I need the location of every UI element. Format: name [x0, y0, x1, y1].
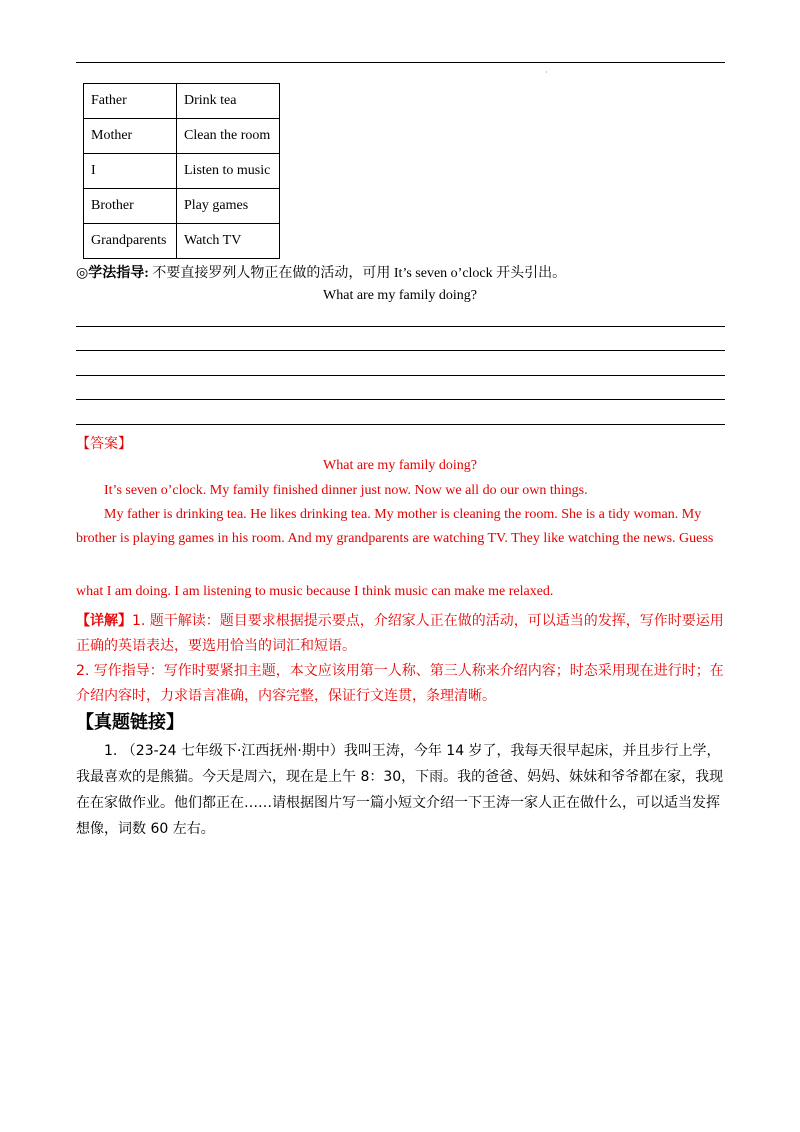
person-cell: I — [84, 154, 177, 189]
table-row — [84, 84, 280, 119]
detail-line: 介绍内容时，力求语言准确，内容完整，保证行文连贯，条理清晰。 — [76, 688, 496, 704]
table-row — [84, 224, 280, 259]
answer-tag: 【答案】 — [76, 436, 132, 452]
detail-tag: 【详解】 — [76, 613, 132, 629]
table-row — [84, 154, 280, 189]
detail-line: 正确的英语表达，要选用恰当的词汇和短语。 — [76, 638, 356, 654]
activity-cell: Play games — [177, 189, 280, 224]
answer-line: what I am doing. I am listening to music because I think music can make me relaxed. — [76, 584, 554, 599]
activity-cell: Drink tea — [177, 84, 280, 119]
answer-line: brother is playing games in his room. And my grandparents are watching TV. They like watching the news. Guess — [76, 531, 714, 546]
writing-line — [76, 350, 725, 351]
study-guide — [76, 262, 566, 282]
activity-table — [83, 83, 280, 259]
person-cell: Brother — [84, 189, 177, 224]
answer-line: My father is drinking tea. He likes drinking tea. My mother is cleaning the room. She is a tidy woman. My — [104, 507, 702, 522]
question-line: 我最喜欢的是熊猫。今天是周六，现在是上午 8：30，下雨。我的爸爸、妈妈、妹妹和爷爷都在家，我现 — [76, 769, 724, 785]
section-title: 【真题链接】 — [76, 712, 184, 733]
activity-cell: Listen to music — [177, 154, 280, 189]
table-row — [84, 189, 280, 224]
person-cell: Mother — [84, 119, 177, 154]
writing-line — [76, 326, 725, 327]
question-line: 1. （23-24 七年级下·江西抚州·期中）我叫王涛，今年 14 岁了，我每天很早起床，并且步行上学， — [104, 743, 721, 759]
answer-line: It’s seven o’clock. My family finished dinner just now. Now we all do our own things. — [104, 483, 588, 498]
study-guide-label: ◎学法指导: — [76, 266, 149, 281]
answer-title: What are my family doing? — [323, 458, 477, 473]
person-cell: Grandparents — [84, 224, 177, 259]
header-rule — [76, 62, 725, 63]
question-line: 在在家做作业。他们都正在……请根据图片写一篇小短文介绍一下王涛一家人正在做什么，可以适当发挥 — [76, 795, 720, 811]
detail-line: 2. 写作指导：写作时要紧扣主题，本文应该用第一人称、第三人称来介绍内容；时态采用现在进行时；在 — [76, 663, 724, 679]
writing-line — [76, 375, 725, 376]
activity-cell: Watch TV — [177, 224, 280, 259]
table-row — [84, 119, 280, 154]
detail-line — [76, 610, 724, 630]
header-dot: · — [545, 68, 548, 77]
writing-title: What are my family doing? — [323, 288, 477, 303]
detail-text: 1. 题干解读：题目要求根据提示要点，介绍家人正在做的活动，可以适当的发挥，写作时要运用 — [132, 613, 724, 629]
question-line: 想像，词数 60 左右。 — [76, 821, 215, 837]
writing-line — [76, 399, 725, 400]
writing-line — [76, 424, 725, 425]
study-guide-text: 不要直接罗列人物正在做的活动，可用 It’s seven o’clock 开头引出。 — [148, 266, 567, 281]
activity-cell: Clean the room — [177, 119, 280, 154]
person-cell: Father — [84, 84, 177, 119]
